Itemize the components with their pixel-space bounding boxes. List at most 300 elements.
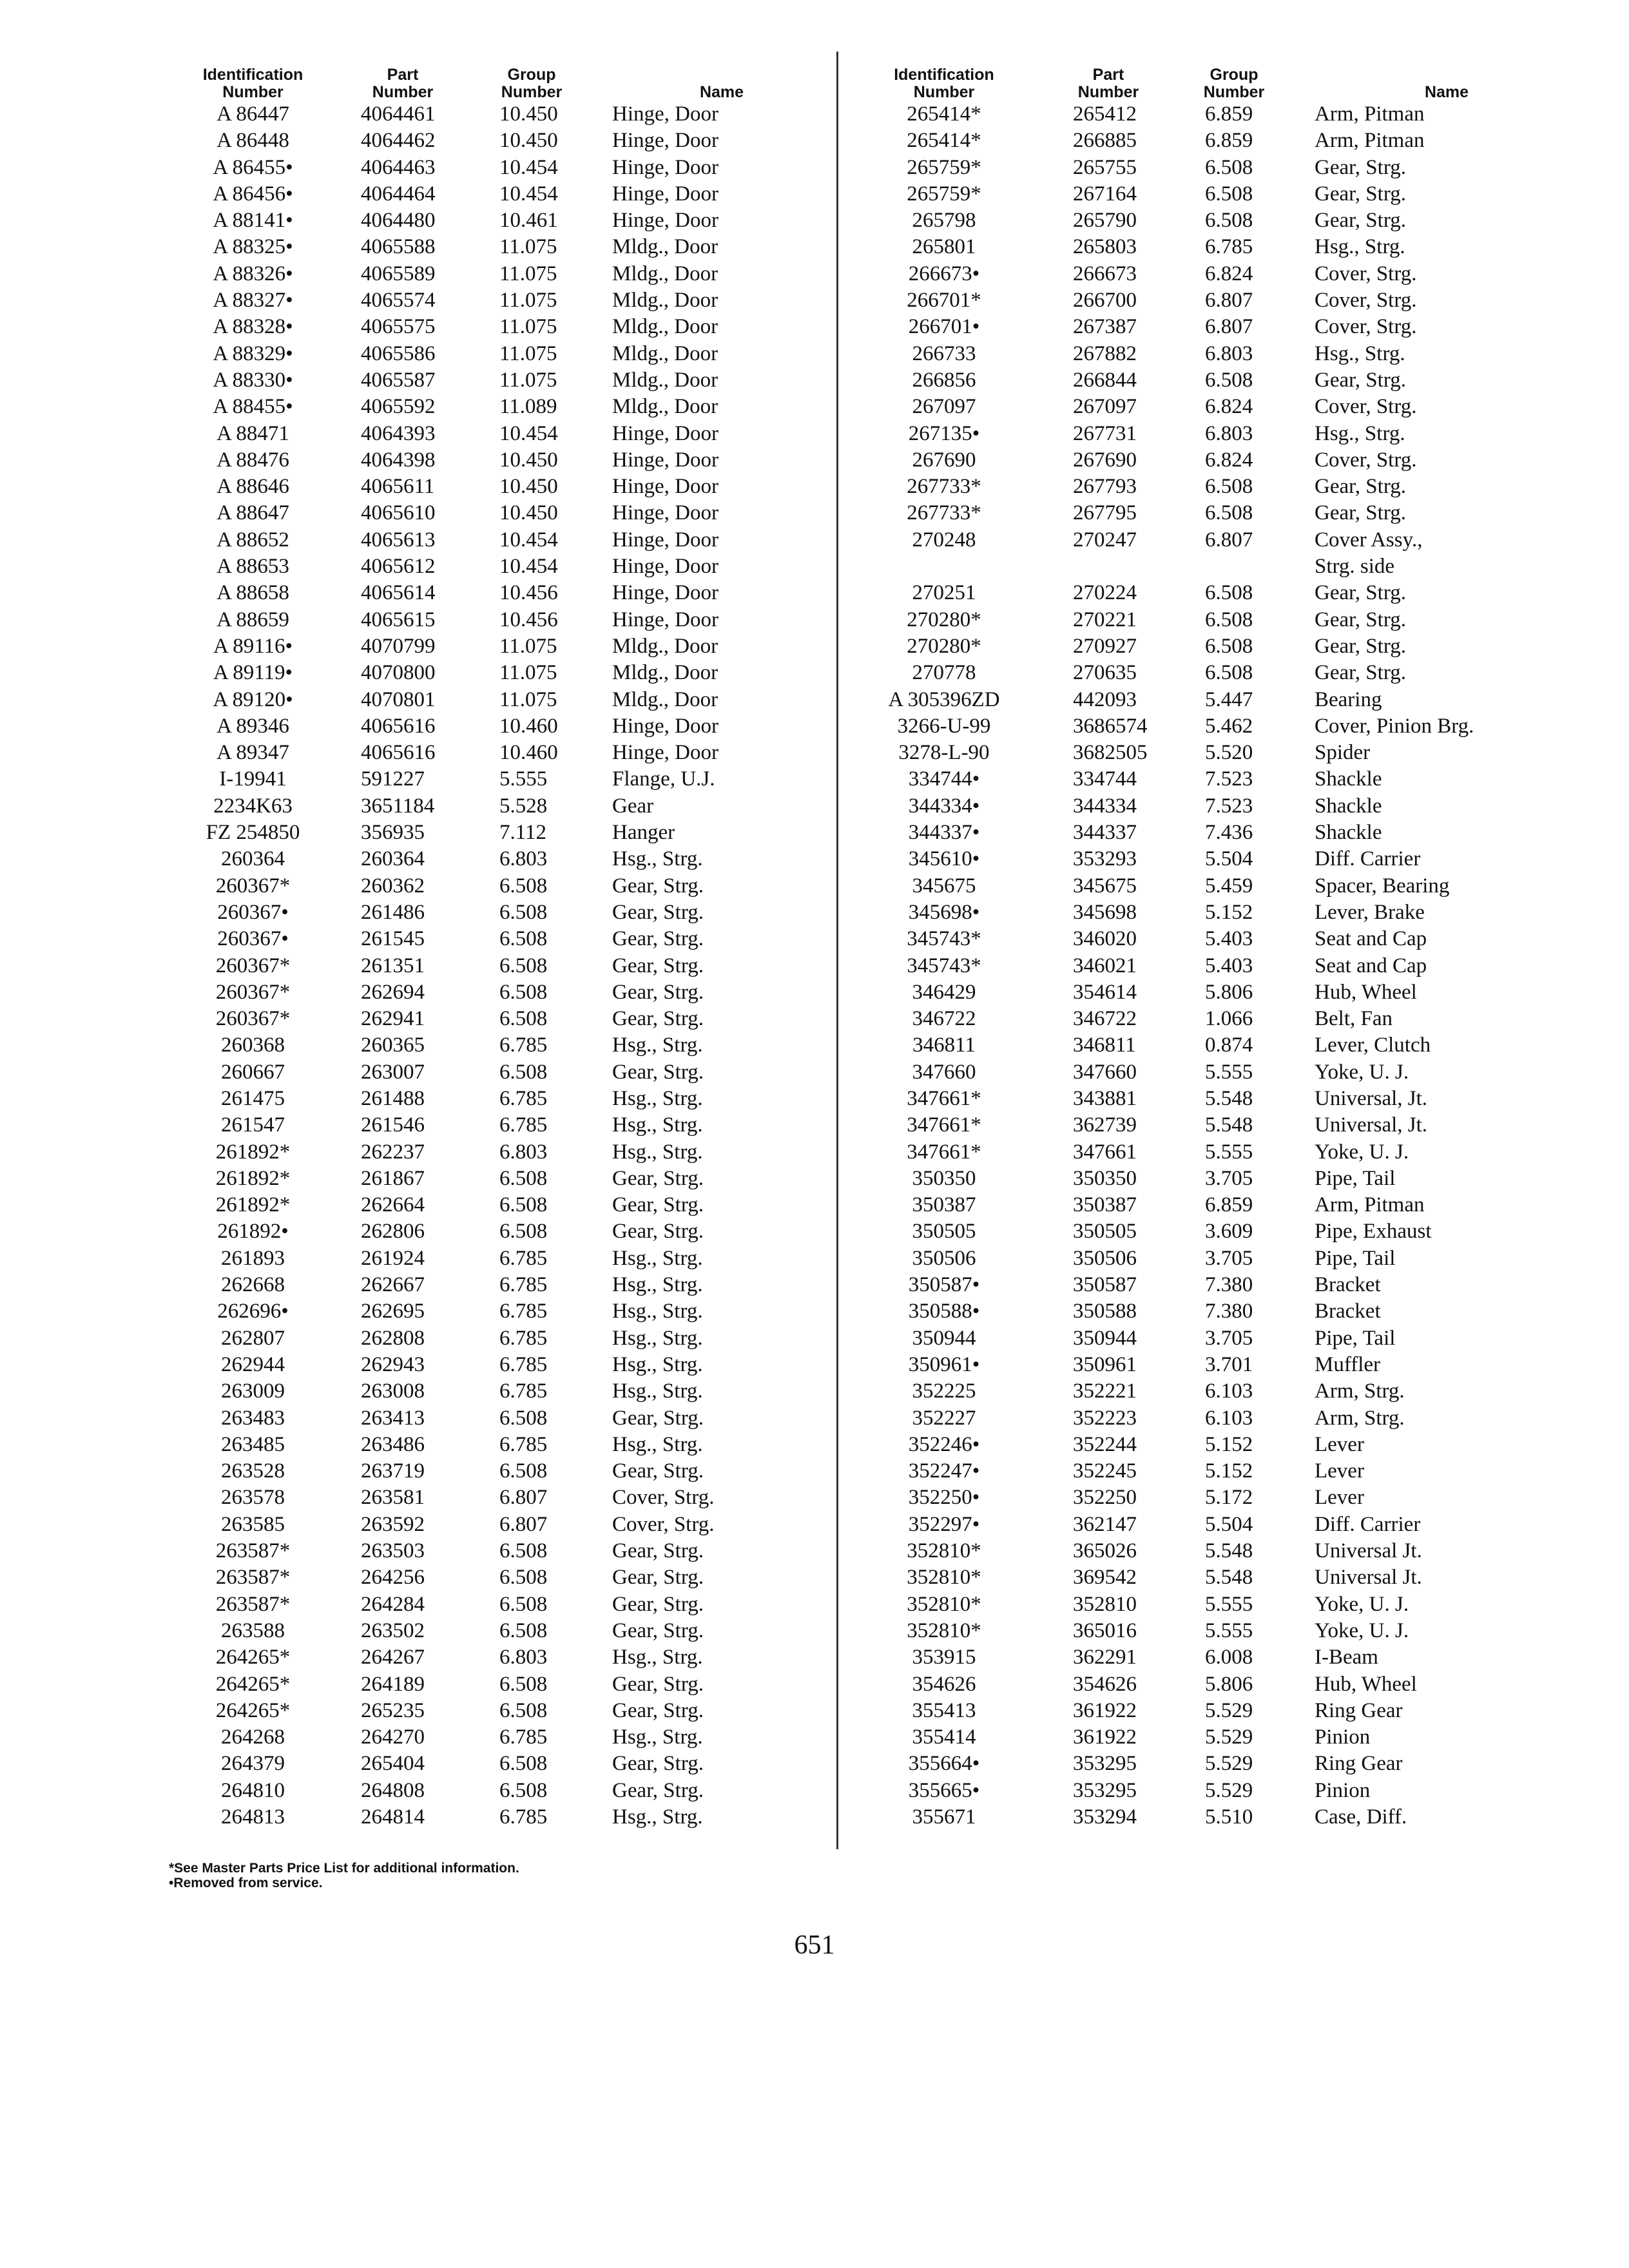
group-number-cell: 5.555 <box>1205 1140 1253 1164</box>
footnotes <box>169 1861 519 1890</box>
name-cell: Hsg., Strg. <box>612 1086 703 1110</box>
table-row <box>860 926 1537 952</box>
name-cell: I-Beam <box>1315 1646 1378 1669</box>
table-row <box>860 527 1537 553</box>
name-cell: Arm, Pitman <box>1315 129 1425 153</box>
identification-number-cell: 347661* <box>907 1086 981 1110</box>
table-row <box>860 899 1537 926</box>
part-number-cell: 260362 <box>361 874 425 898</box>
identification-number-cell: 346429 <box>912 980 976 1004</box>
group-number-cell: 5.504 <box>1205 1512 1253 1536</box>
identification-number-cell: 264813 <box>221 1805 285 1829</box>
table-row <box>860 846 1537 872</box>
group-number-cell: 5.459 <box>1205 874 1253 898</box>
identification-number-cell: 260367* <box>215 954 291 977</box>
identification-number-cell: 352810* <box>907 1592 981 1616</box>
group-number-cell: 6.807 <box>1205 315 1253 339</box>
table-row <box>860 1378 1537 1405</box>
table-row <box>860 953 1537 979</box>
part-number-cell: 362291 <box>1073 1646 1137 1669</box>
identification-number-cell: 262696• <box>217 1300 289 1323</box>
identification-number-cell: 355413 <box>912 1698 976 1722</box>
group-number-cell: 10.460 <box>499 714 558 738</box>
part-number-cell: 270635 <box>1073 661 1137 685</box>
part-number-cell: 261924 <box>361 1246 425 1270</box>
group-number-cell: 6.803 <box>499 1140 548 1164</box>
group-number-cell: 5.555 <box>1205 1619 1253 1642</box>
table-row <box>860 1192 1537 1218</box>
group-number-cell: 6.508 <box>499 1672 548 1696</box>
name-cell: Gear, Strg. <box>612 1406 704 1430</box>
group-number-cell: 6.785 <box>499 1352 548 1376</box>
identification-number-cell: 270280* <box>907 634 981 658</box>
identification-number-cell: A 88659 <box>217 608 289 631</box>
name-cell: Hsg., Strg. <box>612 1805 703 1829</box>
name-cell: Yoke, U. J. <box>1315 1140 1409 1164</box>
part-number-cell: 442093 <box>1073 687 1137 711</box>
part-number-cell: 262941 <box>361 1007 425 1031</box>
part-number-cell: 343881 <box>1073 1086 1137 1110</box>
name-cell: Arm, Pitman <box>1315 1193 1425 1217</box>
part-number-cell: 4065588 <box>361 235 436 259</box>
group-number-cell: 6.785 <box>499 1113 548 1137</box>
table-row <box>174 1804 818 1831</box>
name-cell: Gear, Strg. <box>612 1566 704 1590</box>
group-number-cell: 5.462 <box>1205 714 1253 738</box>
name-cell: Hanger <box>612 821 675 845</box>
part-number-cell: 266885 <box>1073 129 1137 153</box>
table-row <box>174 1378 818 1405</box>
group-number-cell: 3.609 <box>1205 1220 1253 1244</box>
table-row <box>174 633 818 660</box>
table-row <box>174 1112 818 1139</box>
name-cell: Cover, Pinion Brg. <box>1315 714 1474 738</box>
group-number-cell: 10.461 <box>499 209 558 233</box>
table-row <box>860 1006 1537 1032</box>
group-number-cell: 6.508 <box>1205 475 1253 499</box>
identification-number-cell: 352247• <box>908 1459 980 1483</box>
part-number-cell: 365026 <box>1073 1539 1137 1563</box>
identification-number-cell: 346722 <box>912 1007 976 1031</box>
name-cell: Cover, Strg. <box>612 1486 715 1510</box>
identification-number-cell: 260367• <box>217 900 289 924</box>
group-number-cell: 3.701 <box>1205 1352 1253 1376</box>
table-row <box>174 953 818 979</box>
identification-number-cell: A 88141• <box>213 209 293 233</box>
identification-number-cell: 355671 <box>912 1805 976 1829</box>
name-cell: Cover, Strg. <box>1315 289 1417 312</box>
part-number-cell: 346020 <box>1073 927 1137 951</box>
identification-number-cell: 350505 <box>912 1220 976 1244</box>
table-row <box>174 687 818 713</box>
group-number-cell: 6.824 <box>1205 395 1253 419</box>
name-cell: Hinge, Door <box>612 102 718 126</box>
table-row <box>174 1538 818 1564</box>
name-cell: Mldg., Door <box>612 368 718 392</box>
identification-number-cell: A 88471 <box>217 421 289 445</box>
table-row <box>174 101 818 128</box>
table-row <box>174 607 818 633</box>
identification-number-cell: 266701• <box>908 315 980 339</box>
group-number-cell: 5.152 <box>1205 900 1253 924</box>
part-number-cell: 266700 <box>1073 289 1137 312</box>
table-row <box>860 101 1537 128</box>
group-number-cell: 6.803 <box>499 1646 548 1669</box>
part-number-cell: 266844 <box>1073 368 1137 392</box>
part-number-cell: 4065610 <box>361 501 436 525</box>
table-row <box>860 687 1537 713</box>
part-number-cell: 262667 <box>361 1273 425 1297</box>
table-row <box>174 181 818 207</box>
name-cell: Hinge, Door <box>612 714 718 738</box>
identification-number-cell: A 89120• <box>213 687 293 711</box>
left-table-body <box>174 101 818 1831</box>
group-number-cell: 5.403 <box>1205 927 1253 951</box>
group-number-cell: 6.785 <box>499 1086 548 1110</box>
identification-number-cell: A 305396ZD <box>888 687 1000 711</box>
part-number-cell: 260365 <box>361 1033 425 1057</box>
name-cell: Shackle <box>1315 821 1382 845</box>
group-number-cell: 5.529 <box>1205 1698 1253 1722</box>
identification-number-cell: 261892* <box>215 1193 291 1217</box>
part-number-cell: 344337 <box>1073 821 1137 845</box>
identification-number-cell: 263528 <box>221 1459 285 1483</box>
name-cell: Gear, Strg. <box>612 954 704 977</box>
group-number-cell: 5.529 <box>1205 1778 1253 1802</box>
part-number-cell: 263007 <box>361 1060 425 1084</box>
part-number-cell: 263486 <box>361 1432 425 1456</box>
table-row <box>174 793 818 820</box>
name-cell: Gear, Strg. <box>1315 182 1406 206</box>
name-cell: Hsg., Strg. <box>612 1432 703 1456</box>
name-cell: Gear, Strg. <box>612 1619 704 1642</box>
name-cell: Mldg., Door <box>612 395 718 419</box>
identification-number-cell: 270280* <box>907 608 981 631</box>
part-number-cell: 267793 <box>1073 475 1137 499</box>
part-number-cell: 4065612 <box>361 555 436 579</box>
group-number-cell: 6.508 <box>1205 581 1253 605</box>
name-cell: Hinge, Door <box>612 182 718 206</box>
part-number-cell: 264189 <box>361 1672 425 1696</box>
part-number-cell: 270224 <box>1073 581 1137 605</box>
left-column <box>174 40 818 1831</box>
group-number-cell: 6.508 <box>499 874 548 898</box>
part-number-cell: 350961 <box>1073 1352 1137 1376</box>
name-cell: Gear, Strg. <box>612 1539 704 1563</box>
group-number-cell: 6.508 <box>499 1619 548 1642</box>
part-number-cell: 4065587 <box>361 368 436 392</box>
name-cell: Hsg., Strg. <box>1315 421 1405 445</box>
group-number-cell: 7.523 <box>1205 794 1253 818</box>
table-row <box>174 1778 818 1804</box>
identification-number-cell: 355665• <box>908 1778 980 1802</box>
identification-number-cell: 261893 <box>221 1246 285 1270</box>
part-number-cell: 354626 <box>1073 1672 1137 1696</box>
part-number-cell: 354614 <box>1073 980 1137 1004</box>
identification-number-cell: 350588• <box>908 1300 980 1323</box>
part-number-cell: 352244 <box>1073 1432 1137 1456</box>
part-number-cell: 265790 <box>1073 209 1137 233</box>
identification-number-cell: 266733 <box>912 341 976 365</box>
identification-number-cell: A 88326• <box>213 262 293 285</box>
table-row <box>860 1086 1537 1112</box>
identification-number-cell: 261892• <box>217 1220 289 1244</box>
identification-number-cell: 3266-U-99 <box>897 714 991 738</box>
name-cell: Mldg., Door <box>612 687 718 711</box>
table-row <box>174 128 818 154</box>
table-row <box>174 1591 818 1618</box>
name-cell: Hsg., Strg. <box>612 1033 703 1057</box>
table-row <box>860 1325 1537 1352</box>
part-number-cell: 267097 <box>1073 395 1137 419</box>
table-row <box>174 1139 818 1166</box>
group-number-cell: 6.508 <box>499 1592 548 1616</box>
identification-number-cell: 267733* <box>907 501 981 525</box>
part-number-cell: 369542 <box>1073 1566 1137 1590</box>
table-row <box>860 1724 1537 1751</box>
name-cell: Gear, Strg. <box>1315 581 1406 605</box>
identification-number-cell: 267097 <box>912 395 976 419</box>
name-cell: Hsg., Strg. <box>612 1140 703 1164</box>
identification-number-cell: 263588 <box>221 1619 285 1642</box>
group-number-cell: 11.075 <box>499 368 557 392</box>
name-cell: Gear, Strg. <box>612 1592 704 1616</box>
identification-number-cell: 350506 <box>912 1246 976 1270</box>
group-number-cell: 3.705 <box>1205 1246 1253 1270</box>
identification-number-cell: 267690 <box>912 448 976 472</box>
table-row <box>174 1059 818 1086</box>
table-row <box>174 899 818 926</box>
identification-number-cell: 264379 <box>221 1752 285 1776</box>
table-row <box>174 367 818 394</box>
group-number-cell: 10.454 <box>499 155 558 179</box>
part-number-cell: 344334 <box>1073 794 1137 818</box>
identification-number-cell: A 88658 <box>217 581 289 605</box>
group-number-cell: 6.508 <box>499 1193 548 1217</box>
identification-number-cell: A 86447 <box>217 102 289 126</box>
identification-number-cell: 352250• <box>908 1486 980 1510</box>
name-cell: Hsg., Strg. <box>612 1326 703 1350</box>
name-cell: Diff. Carrier <box>1315 1512 1421 1536</box>
name-cell: Gear, Strg. <box>1315 155 1406 179</box>
name-cell: Bracket <box>1315 1273 1381 1297</box>
part-number-cell: 265404 <box>361 1752 425 1776</box>
part-number-cell: 264256 <box>361 1566 425 1590</box>
identification-number-cell: 264810 <box>221 1778 285 1802</box>
table-row <box>860 740 1537 766</box>
identification-number-cell: 345675 <box>912 874 976 898</box>
part-number-cell: 347661 <box>1073 1140 1137 1164</box>
name-cell: Diff. Carrier <box>1315 847 1421 871</box>
part-number-cell: 261546 <box>361 1113 425 1137</box>
table-row <box>860 1538 1537 1564</box>
identification-number-cell: A 88329• <box>213 341 293 365</box>
group-number-cell: 11.075 <box>499 262 557 285</box>
group-number-cell: 6.508 <box>499 980 548 1004</box>
part-number-cell: 350587 <box>1073 1273 1137 1297</box>
part-number-cell: 346811 <box>1073 1033 1136 1057</box>
group-number-cell: 11.089 <box>499 395 557 419</box>
table-row <box>174 1218 818 1245</box>
identification-number-cell: A 88652 <box>217 528 289 552</box>
group-number-cell: 6.508 <box>1205 608 1253 631</box>
right-table-body <box>860 101 1537 1831</box>
table-row <box>174 287 818 314</box>
group-number-cell: 6.508 <box>499 1752 548 1776</box>
name-cell: Hinge, Door <box>612 421 718 445</box>
group-number-cell: 6.785 <box>499 1805 548 1829</box>
name-cell: Yoke, U. J. <box>1315 1060 1409 1084</box>
name-cell: Hsg., Strg. <box>612 1379 703 1403</box>
identification-number-cell: 263578 <box>221 1486 285 1510</box>
group-number-cell: 5.555 <box>1205 1592 1253 1616</box>
table-row <box>174 846 818 872</box>
part-number-cell: 352223 <box>1073 1406 1137 1430</box>
group-number-cell: 3.705 <box>1205 1166 1253 1190</box>
part-number-cell: 4065575 <box>361 315 436 339</box>
name-cell: Arm, Strg. <box>1315 1406 1405 1430</box>
table-row <box>860 1139 1537 1166</box>
footnote-bullet: •Removed from service. <box>169 1876 323 1890</box>
group-number-cell: 7.380 <box>1205 1273 1253 1297</box>
part-number-cell: 4064464 <box>361 182 436 206</box>
table-row <box>174 1485 818 1511</box>
identification-number-cell: 264268 <box>221 1725 285 1749</box>
table-row <box>860 447 1537 474</box>
table-row <box>860 580 1537 606</box>
name-header: Name <box>699 83 744 101</box>
part-number-cell: 353294 <box>1073 1805 1137 1829</box>
table-row <box>174 1086 818 1112</box>
table-row <box>860 394 1537 420</box>
name-cell: Gear, Strg. <box>612 1220 704 1244</box>
identification-number-cell: 265798 <box>912 209 976 233</box>
group-number-cell: 5.529 <box>1205 1752 1253 1776</box>
part-number-cell: 265235 <box>361 1698 425 1722</box>
identification-number-cell: 260667 <box>221 1060 285 1084</box>
group-number-cell: 6.824 <box>1205 262 1253 285</box>
identification-number-cell: 263587* <box>215 1592 291 1616</box>
table-row <box>860 1272 1537 1298</box>
name-cell: Mldg., Door <box>612 341 718 365</box>
table-row <box>860 660 1537 686</box>
part-number-cell: 263503 <box>361 1539 425 1563</box>
identification-number-cell: 355414 <box>912 1725 976 1749</box>
identification-number-cell: 265759* <box>907 182 981 206</box>
group-number-cell: 5.529 <box>1205 1725 1253 1749</box>
table-row <box>174 873 818 899</box>
identification-number-cell: 263587* <box>215 1566 291 1590</box>
identification-number-cell: 261475 <box>221 1086 285 1110</box>
identification-number-cell: 350944 <box>912 1326 976 1350</box>
group-number-cell: 6.807 <box>499 1512 548 1536</box>
table-row <box>860 234 1537 260</box>
name-cell: Pipe, Tail <box>1315 1246 1396 1270</box>
group-number-cell: 10.454 <box>499 421 558 445</box>
identification-number-cell: 347661* <box>907 1113 981 1137</box>
part-number-cell: 267690 <box>1073 448 1137 472</box>
identification-number-cell: 265759* <box>907 155 981 179</box>
table-row <box>860 1218 1537 1245</box>
name-cell: Hinge, Door <box>612 608 718 631</box>
identification-number-cell: 353915 <box>912 1646 976 1669</box>
name-cell: Gear, Strg. <box>612 1459 704 1483</box>
table-row <box>174 1192 818 1218</box>
part-number-cell: 262806 <box>361 1220 425 1244</box>
group-number-cell: 6.508 <box>499 954 548 977</box>
group-number-cell: 6.807 <box>1205 528 1253 552</box>
part-number-cell: 260364 <box>361 847 425 871</box>
group-number-cell: 5.172 <box>1205 1486 1253 1510</box>
identification-number-cell: A 88476 <box>217 448 289 472</box>
table-row <box>860 1112 1537 1139</box>
column-divider <box>836 52 838 1849</box>
name-cell: Universal Jt. <box>1315 1566 1422 1590</box>
identification-number-cell: 260368 <box>221 1033 285 1057</box>
table-row <box>174 1618 818 1644</box>
group-number-cell: 6.785 <box>499 1725 548 1749</box>
table-row <box>860 1751 1537 1777</box>
identification-number-cell: 262944 <box>221 1352 285 1376</box>
identification-number-cell: 334744• <box>908 767 980 791</box>
part-number-cell: 350506 <box>1073 1246 1137 1270</box>
group-number-cell: 11.075 <box>499 687 557 711</box>
name-cell: Pipe, Exhaust <box>1315 1220 1432 1244</box>
part-number-cell: 265412 <box>1073 102 1137 126</box>
group-number-cell: 6.859 <box>1205 1193 1253 1217</box>
group-number-cell: 10.450 <box>499 102 558 126</box>
table-row <box>860 500 1537 526</box>
group-number-cell: 0.874 <box>1205 1033 1253 1057</box>
table-row <box>860 1804 1537 1831</box>
name-cell: Spacer, Bearing <box>1315 874 1450 898</box>
part-number-cell: 4064393 <box>361 421 436 445</box>
right-column <box>860 40 1537 1831</box>
group-number-cell: 6.508 <box>1205 368 1253 392</box>
name-cell: Muffler <box>1315 1352 1381 1376</box>
group-number-cell: 6.859 <box>1205 102 1253 126</box>
table-row <box>174 1405 818 1432</box>
group-number-cell: 6.508 <box>499 1060 548 1084</box>
table-row <box>860 341 1537 367</box>
table-row <box>860 207 1537 234</box>
table-row <box>860 607 1537 633</box>
part-number-cell: 361922 <box>1073 1725 1137 1749</box>
part-number-cell: 4064463 <box>361 155 436 179</box>
name-cell: Gear, Strg. <box>612 1007 704 1031</box>
group-number-cell: 5.555 <box>499 767 548 791</box>
name-cell: Belt, Fan <box>1315 1007 1393 1031</box>
part-number-cell: 262943 <box>361 1352 425 1376</box>
name-cell: Lever, Clutch <box>1315 1033 1431 1057</box>
part-number-cell: 334744 <box>1073 767 1137 791</box>
identification-number-cell: 265414* <box>907 102 981 126</box>
identification-number-cell: A 88327• <box>213 289 293 312</box>
group-number-cell: 7.112 <box>499 821 547 845</box>
name-cell: Pipe, Tail <box>1315 1326 1396 1350</box>
table-row <box>860 261 1537 287</box>
part-number-cell: 263008 <box>361 1379 425 1403</box>
table-row <box>860 873 1537 899</box>
name-cell: Gear, Strg. <box>1315 368 1406 392</box>
name-cell: Hinge, Door <box>612 155 718 179</box>
name-cell: Cover, Strg. <box>1315 262 1417 285</box>
identification-number-cell: 352246• <box>908 1432 980 1456</box>
page-number: 651 <box>794 1930 835 1960</box>
table-row <box>860 1778 1537 1804</box>
identification-number-cell: 352810* <box>907 1539 981 1563</box>
part-number-cell: 4065592 <box>361 395 436 419</box>
